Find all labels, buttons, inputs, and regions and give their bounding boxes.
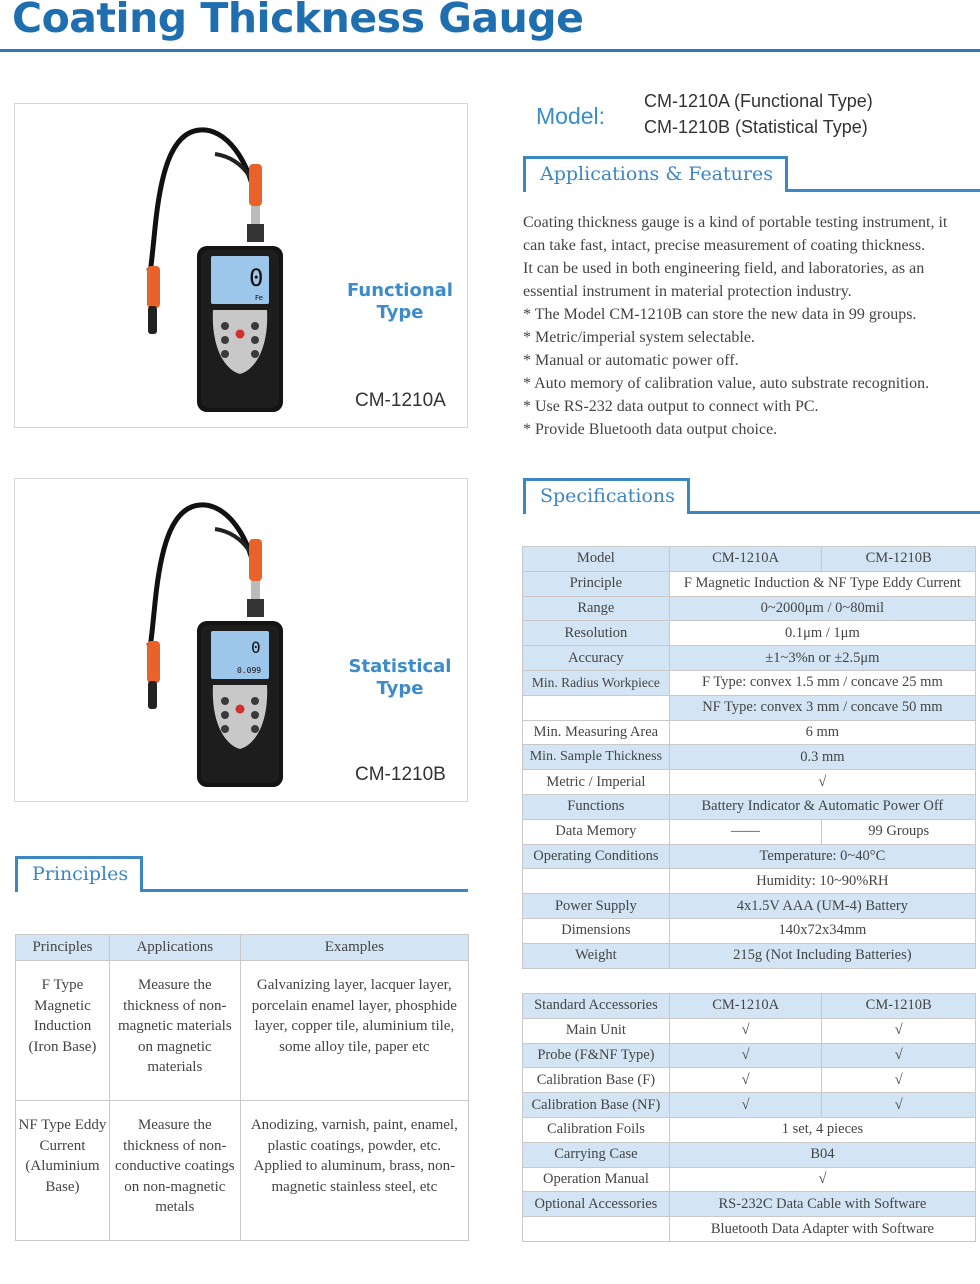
table-row	[523, 695, 976, 720]
accessory-value: √	[822, 1068, 976, 1093]
table-row	[523, 646, 976, 671]
spec-label: Weight	[523, 943, 670, 968]
accessory-value: √	[669, 1018, 822, 1043]
table-row	[523, 1018, 976, 1043]
accessories-table	[522, 993, 976, 1242]
spec-label: Metric / Imperial	[523, 770, 670, 795]
table-row	[523, 745, 976, 770]
table-row	[523, 1043, 976, 1068]
table-row	[523, 844, 976, 869]
feature-item: * The Model CM-1210B can store the new data in 99 groups.	[523, 306, 917, 323]
model-line-b: CM-1210B (Statistical Type)	[644, 117, 868, 137]
spec-label: Data Memory	[523, 819, 670, 844]
table-row	[16, 1101, 469, 1241]
accessory-value: √	[822, 1018, 976, 1043]
examples-cell: Galvanizing layer, lacquer layer, porcelain enamel layer, phosphide layer, copper tile, aluminium tile, some alloy tile, paper etc	[240, 961, 468, 1101]
spec-value: F Magnetic Induction & NF Type Eddy Current	[669, 571, 975, 596]
spec-label: Model	[523, 547, 670, 572]
accessory-value: √	[822, 1093, 976, 1118]
principle-cell: F Type Magnetic Induction (Iron Base)	[16, 961, 110, 1101]
spec-value: 0~2000μm / 0~80mil	[669, 596, 975, 621]
principles-section-header	[15, 856, 468, 892]
principles-table	[15, 934, 469, 1241]
accessory-label: Probe (F&NF Type)	[523, 1043, 670, 1068]
accessory-label: Standard Accessories	[523, 994, 670, 1019]
feature-item: * Auto memory of calibration value, auto substrate recognition.	[523, 375, 930, 392]
gauge-device-image	[145, 118, 305, 416]
gauge-device-image	[145, 493, 305, 791]
section-title: Applications & Features	[523, 156, 788, 192]
table-row	[523, 918, 976, 943]
table-row	[523, 794, 976, 819]
spec-label: Min. Sample Thickness	[523, 745, 670, 770]
section-title: Principles	[15, 856, 143, 892]
screen-unit: Fe	[255, 294, 263, 302]
accessory-label: Calibration Base (F)	[523, 1068, 670, 1093]
empty-cell	[523, 695, 670, 720]
spec-value: ——	[669, 819, 822, 844]
spec-value: 99 Groups	[822, 819, 976, 844]
table-row	[523, 869, 976, 894]
spec-value: 140x72x34mm	[669, 918, 975, 943]
accessory-label: Optional Accessories	[523, 1192, 670, 1217]
accessory-value: √	[669, 1043, 822, 1068]
screen-reading: 0	[249, 264, 264, 292]
column-header: Principles	[16, 935, 110, 961]
empty-cell	[523, 869, 670, 894]
accessory-value: 1 set, 4 pieces	[669, 1117, 975, 1142]
accessory-value: B04	[669, 1142, 975, 1167]
product-code: CM-1210B	[355, 764, 446, 785]
product-type-label: Statistical Type	[348, 656, 452, 699]
feature-item: * Metric/imperial system selectable.	[523, 329, 755, 346]
spec-value: CM-1210A	[669, 547, 822, 572]
table-row	[523, 770, 976, 795]
description-line: can take fast, intact, precise measurement of coating thickness.	[523, 237, 926, 254]
principle-cell: NF Type Eddy Current (Aluminium Base)	[16, 1101, 110, 1241]
table-header-row	[16, 935, 469, 961]
table-row	[523, 1093, 976, 1118]
spec-value: NF Type: convex 3 mm / concave 50 mm	[669, 695, 975, 720]
accessory-label: Main Unit	[523, 1018, 670, 1043]
table-row	[523, 943, 976, 968]
applications-section-header	[523, 156, 980, 192]
accessory-value: √	[669, 1167, 975, 1192]
table-row	[523, 994, 976, 1019]
examples-cell: Anodizing, varnish, paint, enamel, plastic coatings, powder, etc. Applied to aluminum, brass, non-magnetic stainless steel, etc	[240, 1101, 468, 1241]
accessory-value: CM-1210A	[669, 994, 822, 1019]
spec-value: √	[669, 770, 975, 795]
spec-value: 0.3 mm	[669, 745, 975, 770]
spec-label: Functions	[523, 794, 670, 819]
spec-label: Resolution	[523, 621, 670, 646]
description-line: It can be used in both engineering field, and laboratories, as an	[523, 260, 925, 277]
spec-label: Principle	[523, 571, 670, 596]
accessory-value: √	[669, 1068, 822, 1093]
spec-value: CM-1210B	[822, 547, 976, 572]
specifications-section-header	[523, 478, 980, 514]
spec-label: Min. Radius Workpiece	[523, 670, 670, 695]
product-card-functional	[14, 103, 468, 428]
table-row	[523, 819, 976, 844]
spec-label: Accuracy	[523, 646, 670, 671]
table-row	[523, 1142, 976, 1167]
table-row	[523, 1192, 976, 1217]
spec-label: Range	[523, 596, 670, 621]
spec-label: Dimensions	[523, 918, 670, 943]
product-code: CM-1210A	[355, 390, 446, 411]
specifications-table	[522, 546, 976, 969]
spec-label: Min. Measuring Area	[523, 720, 670, 745]
spec-label: Operating Conditions	[523, 844, 670, 869]
accessory-value: RS-232C Data Cable with Software	[669, 1192, 975, 1217]
model-line-a: CM-1210A (Functional Type)	[644, 91, 873, 111]
feature-item: * Manual or automatic power off.	[523, 352, 739, 369]
spec-value: F Type: convex 1.5 mm / concave 25 mm	[669, 670, 975, 695]
table-row	[523, 894, 976, 919]
description-text	[523, 211, 980, 441]
feature-item: * Provide Bluetooth data output choice.	[523, 421, 778, 438]
spec-value: Battery Indicator & Automatic Power Off	[669, 794, 975, 819]
accessory-value: Bluetooth Data Adapter with Software	[669, 1217, 975, 1242]
description-line: essential instrument in material protection industry.	[523, 283, 852, 300]
table-row	[523, 571, 976, 596]
accessory-label: Carrying Case	[523, 1142, 670, 1167]
application-cell: Measure the thickness of non-magnetic materials on magnetic materials	[109, 961, 240, 1101]
screen-reading: 0	[251, 638, 261, 657]
spec-value: 4x1.5V AAA (UM-4) Battery	[669, 894, 975, 919]
column-header: Examples	[240, 935, 468, 961]
title-rule	[0, 49, 980, 52]
section-title: Specifications	[523, 478, 690, 514]
accessory-value: √	[822, 1043, 976, 1068]
accessory-label: Calibration Base (NF)	[523, 1093, 670, 1118]
spec-value: Temperature: 0~40°C	[669, 844, 975, 869]
table-row	[523, 1167, 976, 1192]
table-row	[523, 621, 976, 646]
page-title: Coating Thickness Gauge	[12, 0, 584, 42]
accessory-value: √	[669, 1093, 822, 1118]
spec-value: 0.1μm / 1μm	[669, 621, 975, 646]
accessory-value: CM-1210B	[822, 994, 976, 1019]
feature-item: * Use RS-232 data output to connect with PC.	[523, 398, 819, 415]
table-row	[523, 670, 976, 695]
product-card-statistical	[14, 478, 468, 802]
accessory-label: Operation Manual	[523, 1167, 670, 1192]
accessory-label: Calibration Foils	[523, 1117, 670, 1142]
empty-cell	[523, 1217, 670, 1242]
spec-value: 6 mm	[669, 720, 975, 745]
spec-value: ±1~3%n or ±2.5μm	[669, 646, 975, 671]
table-row	[523, 1117, 976, 1142]
model-label: Model:	[536, 103, 606, 129]
table-row	[523, 547, 976, 572]
table-row	[523, 1217, 976, 1242]
spec-value: 215g (Not Including Batteries)	[669, 943, 975, 968]
screen-unit: 0.099	[237, 666, 262, 675]
spec-label: Power Supply	[523, 894, 670, 919]
spec-value: Humidity: 10~90%RH	[669, 869, 975, 894]
table-row	[16, 961, 469, 1101]
application-cell: Measure the thickness of non-conductive coatings on non-magnetic metals	[109, 1101, 240, 1241]
table-row	[523, 1068, 976, 1093]
description-line: Coating thickness gauge is a kind of portable testing instrument, it	[523, 214, 948, 231]
product-type-label: Functional Type	[347, 280, 453, 323]
column-header: Applications	[109, 935, 240, 961]
table-row	[523, 596, 976, 621]
table-row	[523, 720, 976, 745]
